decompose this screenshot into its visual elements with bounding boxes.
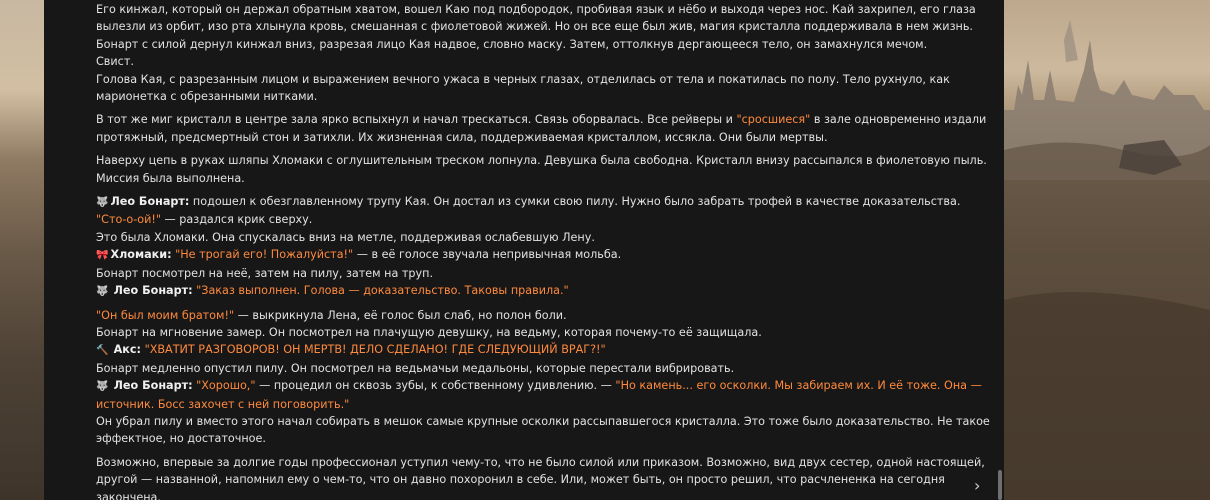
narration-text: Возможно, впервые за долгие годы профессионал уступил чему-то, что не было силой или приказом. Возможно, вид двух сестер, одной настоящей,: [96, 455, 985, 469]
narration-text: другой — названной, напомнил ему о чем-то, что он давно похоронил в себе. Или, может быть, он просто решил, что расчлененка на сегодня: [96, 473, 945, 487]
text-line: [96, 246, 996, 264]
narration-text: закончена.: [96, 490, 161, 500]
text-line: [96, 377, 996, 395]
narration-text: Свист.: [96, 55, 134, 69]
quoted-speech: "Не трогай его! Пожалуйста!": [175, 248, 354, 262]
narration-text: Бонарт с силой дернул кинжал вниз, разрезая лицо Кая надвое, словно маску. Затем, оттолкнув дергающееся тело, он замахнулся мечом.: [96, 37, 928, 51]
text-line: [96, 36, 996, 53]
narration-text: вылезли из орбит, изо рта хлынула кровь, смешанная с фиолетовой жижей. Но он все еще был жив, магия кристалла поддерживала в нем жизнь.: [96, 20, 973, 34]
paragraph: [96, 454, 996, 500]
speaker-name: Хломаки:: [110, 248, 172, 262]
text-line: [96, 71, 996, 88]
narration-text: Голова Кая, с разрезанным лицом и выражением вечного ужаса в черных глазах, отделилась от тела и покатилась по полу. Тело рухнуло, как: [96, 72, 950, 86]
text-line: [96, 152, 996, 169]
narration-text: Он убрал пилу и вместо этого начал собирать в мешок самые крупные осколки рассыпавшегося кристалла. Это тоже было доказательство. Не такое: [96, 414, 990, 428]
text-line: [96, 129, 996, 146]
background-right: [1004, 0, 1210, 500]
text-line: [96, 454, 996, 471]
narration-text: Его кинжал, который он держал обратным хватом, вошел Каю под подбородок, пробивая язык и нёбо и выходя через нос. Кай захрипел, его глаза: [96, 3, 976, 16]
narration-text: — в её голосе звучала непривычная мольба.: [353, 248, 622, 262]
quoted-speech: источник. Босс захочет с ней поговорить.": [96, 397, 350, 411]
text-line: [96, 360, 996, 377]
text-line: [96, 211, 996, 228]
narration-text: подошел к обезглавленному трупу Кая. Он достал из сумки свою пилу. Нужно было забрать трофей в качестве доказательства.: [189, 195, 961, 209]
text-line: [96, 413, 996, 430]
text-line: [96, 53, 996, 70]
background-left: [0, 0, 44, 500]
paragraph: [96, 1, 996, 105]
narration-text: — раздался крик сверху.: [160, 213, 313, 227]
narration-text: Бонарт медленно опустил пилу. Он посмотрел на ведьмачьи медальоны, которые перестали вибрировать.: [96, 361, 735, 375]
narration-text: — выкрикнула Лена, её голос был слаб, но полон боли.: [234, 308, 567, 322]
quoted-speech: "сросшиеся": [736, 113, 811, 127]
text-line: [96, 265, 996, 282]
text-line: [96, 229, 996, 246]
text-line: [96, 170, 996, 187]
chevron-right-icon[interactable]: ›: [974, 476, 981, 495]
narration-text: Бонарт посмотрел на неё, затем на пилу, затем на труп.: [96, 266, 434, 280]
text-line: [96, 341, 996, 359]
speaker-emoji-icon: 🐺: [96, 286, 112, 298]
text-line: [96, 88, 996, 105]
narration-text: эффектное, но достаточное.: [96, 432, 266, 446]
message-content: [96, 1, 996, 500]
text-line: [96, 307, 996, 324]
narration-text: марионетка с обрезанными нитками.: [96, 90, 318, 104]
narration-text: Это была Хломаки. Она спускалась вниз на метле, поддерживая ослабевшую Лену.: [96, 230, 595, 244]
paragraph: [96, 193, 996, 300]
text-line: [96, 111, 996, 128]
speaker-emoji-icon: 🐺: [96, 197, 109, 209]
text-line: [96, 430, 996, 447]
speaker-emoji-icon: 🔨: [96, 345, 112, 357]
speaker-emoji-icon: 🐺: [96, 381, 112, 393]
speaker-name: Акс:: [113, 343, 141, 357]
text-line: [96, 396, 996, 413]
speaker-name: Лео Бонарт:: [113, 284, 193, 298]
paragraph: [96, 307, 996, 448]
text-line: [96, 282, 996, 300]
narration-text: Миссия была выполнена.: [96, 171, 245, 185]
text-line: [96, 1, 996, 18]
chat-panel: [44, 0, 1004, 500]
speaker-emoji-icon: 🎀: [96, 250, 109, 262]
quoted-speech: "Заказ выполнен. Голова — доказательство. Таковы правила.": [196, 284, 569, 298]
quoted-speech: "Хорошо,": [196, 379, 256, 393]
quoted-speech: "Сто-о-ой!": [96, 213, 161, 227]
narration-text: протяжный, предсмертный стон и затихли. Их жизненная сила, поддерживаемая кристаллом, иссякла. Они были мертвы.: [96, 130, 828, 144]
narration-text: в зале одновременно издали: [810, 113, 987, 127]
background-landscape: [1004, 0, 1210, 500]
text-line: [96, 489, 996, 500]
narration-text: Бонарт на мгновение замер. Он посмотрел на плачущую девушку, на ведьму, которая почему-то её защищала.: [96, 325, 762, 339]
speaker-name: Лео Бонарт:: [113, 379, 193, 393]
paragraph: [96, 152, 996, 187]
speaker-name: Лео Бонарт:: [110, 195, 190, 209]
narration-text: Наверху цепь в руках шляпы Хломаки с оглушительным треском лопнула. Девушка была свободна. Кристалл внизу рассыпался в фиолетовую пыль.: [96, 154, 987, 168]
quoted-speech: "Он был моим братом!": [96, 308, 235, 322]
text-line: [96, 18, 996, 35]
narration-text: — процедил он сквозь зубы, к собственному удивлению. —: [255, 379, 616, 393]
quoted-speech: "ХВАТИТ РАЗГОВОРОВ! ОН МЕРТВ! ДЕЛО СДЕЛАНО! ГДЕ СЛЕДУЮЩИЙ ВРАГ?!": [144, 343, 606, 357]
text-line: [96, 193, 996, 211]
text-line: [96, 471, 996, 488]
narration-text: В тот же миг кристалл в центре зала ярко вспыхнул и начал трескаться. Связь оборвалась. Все рейверы и: [96, 113, 737, 127]
scrollbar-thumb[interactable]: [998, 470, 1002, 500]
quoted-speech: "Но камень... его осколки. Мы забираем их. И её тоже. Она —: [615, 379, 982, 393]
paragraph: [96, 111, 996, 146]
text-line: [96, 324, 996, 341]
